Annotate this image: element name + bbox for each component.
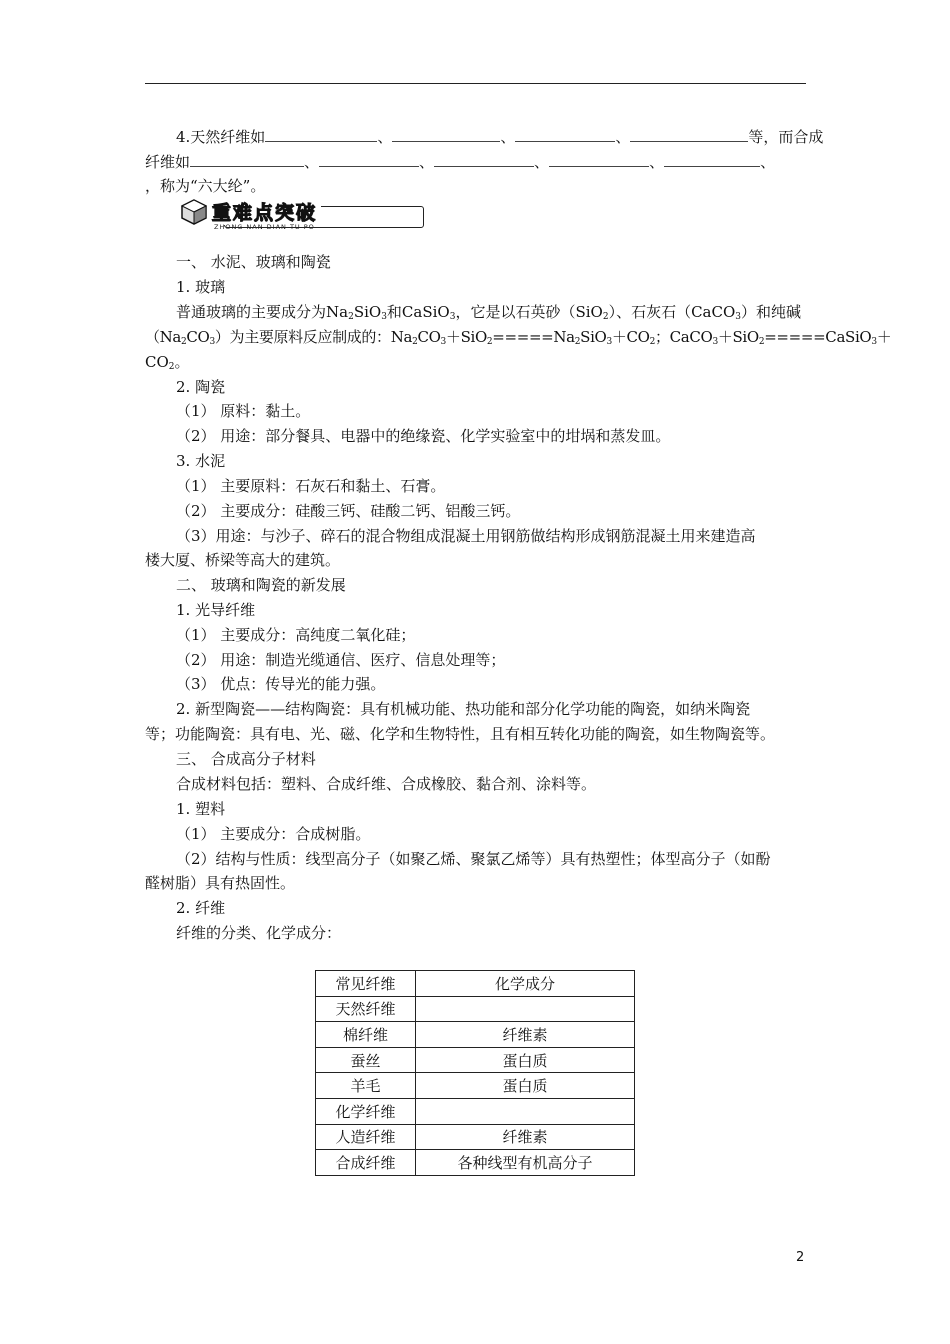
page-number: 2	[796, 1250, 805, 1265]
answer-blank[interactable]	[630, 125, 748, 142]
table-cell: 天然纤维	[316, 996, 416, 1022]
answer-blank[interactable]	[319, 150, 419, 167]
table-cell: 棉纤维	[316, 1022, 416, 1048]
list-item: 醛树脂）具有热固性。	[145, 874, 296, 892]
paragraph-line: 等；功能陶瓷：具有电、光、磁、化学和生物特性，且有相互转化功能的陶瓷，如生物陶瓷等。	[145, 725, 776, 743]
table-cell: 合成纤维	[316, 1150, 416, 1176]
q4-line-1: 4.天然纤维如 、 、 、 等，而合成	[176, 125, 823, 149]
answer-blank[interactable]	[265, 125, 377, 142]
list-item: （3）用途：与沙子、碎石的混合物组成混凝土用钢筋做结构形成钢筋混凝土用来建造高	[176, 527, 756, 545]
header-rule	[145, 83, 806, 84]
answer-blank[interactable]	[434, 150, 534, 167]
table-row	[316, 996, 635, 1022]
list-item: （1） 原料：黏土。	[176, 402, 311, 420]
answer-blank[interactable]	[664, 150, 760, 167]
list-item: （1） 主要成分：合成树脂。	[176, 825, 371, 843]
section-heading: 二、 玻璃和陶瓷的新发展	[176, 576, 346, 594]
paragraph-line: 纤维的分类、化学成分：	[176, 924, 342, 942]
sub-heading: 1. 玻璃	[176, 278, 226, 296]
list-item: 楼大厦、桥梁等高大的建筑。	[145, 551, 341, 569]
section-heading: 一、 水泥、玻璃和陶瓷	[176, 253, 331, 271]
q4-line-2: 纤维如 、 、 、 、 、	[145, 150, 775, 174]
fiber-table	[315, 970, 635, 1176]
sub-heading: 2. 纤维	[176, 899, 226, 917]
table-cell	[416, 1098, 635, 1124]
table-cell: 各种线型有机高分子	[416, 1150, 635, 1176]
table-row	[316, 1124, 635, 1150]
sub-heading: 1. 光导纤维	[176, 601, 256, 619]
table-cell: 羊毛	[316, 1073, 416, 1099]
list-item: （2） 主要成分：硅酸三钙、硅酸二钙、铝酸三钙。	[176, 502, 521, 520]
sub-heading: 1. 塑料	[176, 800, 226, 818]
table-cell	[416, 996, 635, 1022]
q4-text: 4.天然纤维如	[176, 128, 266, 146]
paragraph-line: 合成材料包括：塑料、合成纤维、合成橡胶、黏合剂、涂料等。	[176, 775, 597, 793]
table-row	[316, 1047, 635, 1073]
q4-line-3: ，称为“六大纶”。	[145, 177, 266, 195]
answer-blank[interactable]	[515, 125, 615, 142]
section-heading: 三、 合成高分子材料	[176, 750, 316, 768]
table-cell: 蛋白质	[416, 1047, 635, 1073]
list-item: （2） 用途：制造光缆通信、医疗、信息处理等；	[176, 651, 506, 669]
answer-blank[interactable]	[392, 125, 500, 142]
paragraph-line: 普通玻璃的主要成分为$Na_2SiO_3$和CaSiO$_3$，它是以石英砂（SiO$_2$）、石灰石（CaCO$_3$）和纯碱	[176, 303, 802, 322]
table-cell: 化学纤维	[316, 1098, 416, 1124]
table-cell: 人造纤维	[316, 1124, 416, 1150]
table-row	[316, 1022, 635, 1048]
table-header-cell: 化学成分	[416, 971, 635, 997]
table-header-cell: 常见纤维	[316, 971, 416, 997]
paragraph-line: $CO_2$。	[145, 353, 190, 372]
table-header-row	[316, 971, 635, 997]
table-cell: 蛋白质	[416, 1073, 635, 1099]
table-row	[316, 1150, 635, 1176]
list-item: （3） 优点：传导光的能力强。	[176, 675, 386, 693]
list-item: （2） 用途：部分餐具、电器中的绝缘瓷、化学实验室中的坩埚和蒸发皿。	[176, 427, 671, 445]
table-cell: 蚕丝	[316, 1047, 416, 1073]
list-item: （2）结构与性质：线型高分子（如聚乙烯、聚氯乙烯等）具有热塑性；体型高分子（如酚	[176, 850, 771, 868]
badge-title: 重难点突破	[208, 198, 321, 225]
answer-blank[interactable]	[190, 150, 304, 167]
section-badge	[176, 196, 428, 234]
badge-pinyin: ZHONG NAN DIAN TU PO	[214, 223, 315, 231]
table-cell: 纤维素	[416, 1022, 635, 1048]
table-cell: 纤维素	[416, 1124, 635, 1150]
list-item: （1） 主要原料：石灰石和黏土、石膏。	[176, 477, 446, 495]
list-item: （1） 主要成分：高纯度二氧化硅；	[176, 626, 416, 644]
sub-heading: 3. 水泥	[176, 452, 226, 470]
table-row	[316, 1073, 635, 1099]
cube-icon	[180, 198, 208, 226]
table-row	[316, 1098, 635, 1124]
answer-blank[interactable]	[549, 150, 649, 167]
paragraph-line: $(Na_2CO_3)$为主要原料反应制成的：$Na_2CO_3+SiO_2=====Na_2SiO_3+CO_2$；CaCO$_3$＋SiO$_2$=====CaSiO$_3$＋	[145, 328, 892, 347]
paragraph-line: 2. 新型陶瓷——结构陶瓷：具有机械功能、热功能和部分化学功能的陶瓷，如纳米陶瓷	[176, 700, 751, 718]
sub-heading: 2. 陶瓷	[176, 378, 226, 396]
